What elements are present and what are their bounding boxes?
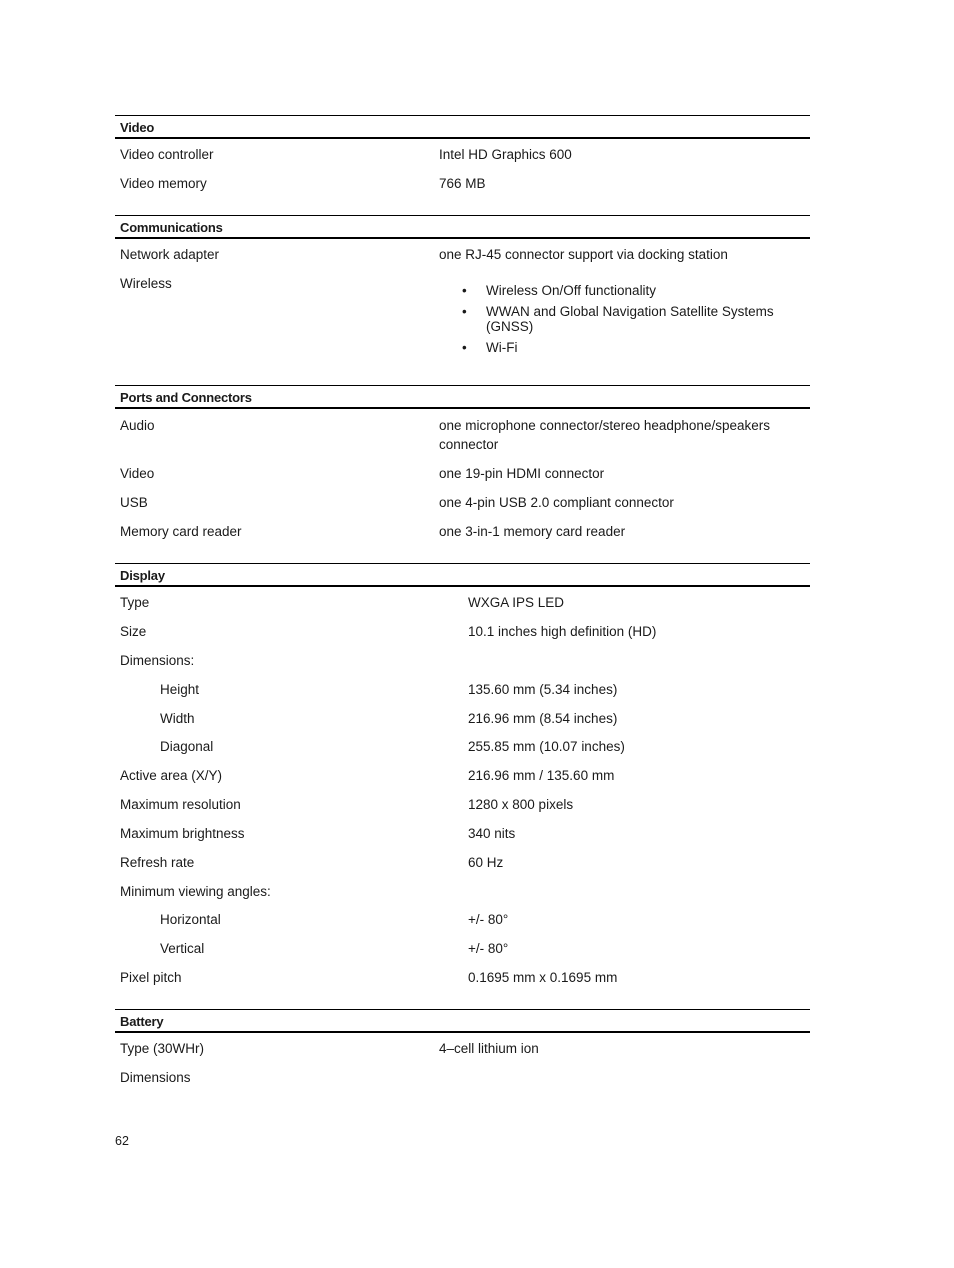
spec-label: Video [120, 466, 155, 481]
spec-sublabel: Vertical [160, 941, 205, 956]
spec-value: 216.96 mm (8.54 inches) [468, 711, 618, 726]
spec-sublabel: Diagonal [160, 739, 214, 754]
spec-label: Type [120, 595, 150, 610]
list-item: Wireless On/Off functionality [486, 283, 657, 298]
spec-value: 1280 x 800 pixels [468, 797, 574, 812]
spec-value: one 4-pin USB 2.0 compliant connector [439, 495, 674, 510]
section-title: Display [120, 568, 165, 583]
list-item: Wi-Fi [486, 340, 518, 355]
list-item: WWAN and Global Navigation Satellite Systems [486, 304, 774, 319]
spec-value: +/- 80° [468, 912, 509, 927]
section-header-communications [115, 215, 810, 239]
section-header-display [115, 563, 810, 587]
section-title: Battery [120, 1014, 164, 1029]
spec-value: 0.1695 mm x 0.1695 mm [468, 970, 618, 985]
bullet-icon: • [462, 340, 467, 355]
spec-value: 340 nits [468, 826, 516, 841]
spec-value: 135.60 mm (5.34 inches) [468, 682, 618, 697]
spec-label: Refresh rate [120, 855, 195, 870]
page-number: 62 [115, 1134, 129, 1148]
bullet-icon: • [462, 304, 467, 319]
spec-sublabel: Height [160, 682, 200, 697]
spec-value: 60 Hz [468, 855, 504, 870]
spec-label: Video controller [120, 147, 214, 162]
section-title: Video [120, 120, 155, 135]
spec-value: one microphone connector/stereo headphone/speakers [439, 418, 770, 433]
section-title: Communications [120, 220, 223, 235]
section-title: Ports and Connectors [120, 390, 252, 405]
spec-value: 255.85 mm (10.07 inches) [468, 739, 625, 754]
spec-value: 766 MB [439, 176, 486, 191]
spec-value: one 19-pin HDMI connector [439, 466, 605, 481]
spec-label: Active area (X/Y) [120, 768, 223, 783]
spec-value: one RJ-45 connector support via docking station [439, 247, 728, 262]
spec-value: 10.1 inches high definition (HD) [468, 624, 657, 639]
spec-label: Size [120, 624, 147, 639]
spec-value: connector [439, 437, 499, 452]
spec-value: WXGA IPS LED [468, 595, 565, 610]
spec-label: Wireless [120, 276, 172, 291]
bullet-icon: • [462, 283, 467, 298]
spec-label: Dimensions [120, 1070, 191, 1085]
section-header-video [115, 115, 810, 139]
list-item: (GNSS) [486, 319, 534, 334]
spec-sublabel: Horizontal [160, 912, 221, 927]
spec-label: Maximum brightness [120, 826, 245, 841]
spec-label: Memory card reader [120, 524, 242, 539]
spec-value: +/- 80° [468, 941, 509, 956]
section-header-ports [115, 385, 810, 409]
spec-label: Video memory [120, 176, 207, 191]
spec-label: Dimensions: [120, 653, 195, 668]
section-header-battery [115, 1009, 810, 1033]
spec-label: USB [120, 495, 148, 510]
spec-label: Pixel pitch [120, 970, 182, 985]
spec-label: Maximum resolution [120, 797, 241, 812]
spec-label: Type (30WHr) [120, 1041, 205, 1056]
spec-sublabel: Width [160, 711, 195, 726]
spec-label: Audio [120, 418, 155, 433]
spec-label: Minimum viewing angles: [120, 884, 271, 899]
spec-value: 4–cell lithium ion [439, 1041, 539, 1056]
spec-value: Intel HD Graphics 600 [439, 147, 572, 162]
spec-value: one 3-in-1 memory card reader [439, 524, 626, 539]
spec-value: 216.96 mm / 135.60 mm [468, 768, 615, 783]
spec-label: Network adapter [120, 247, 220, 262]
